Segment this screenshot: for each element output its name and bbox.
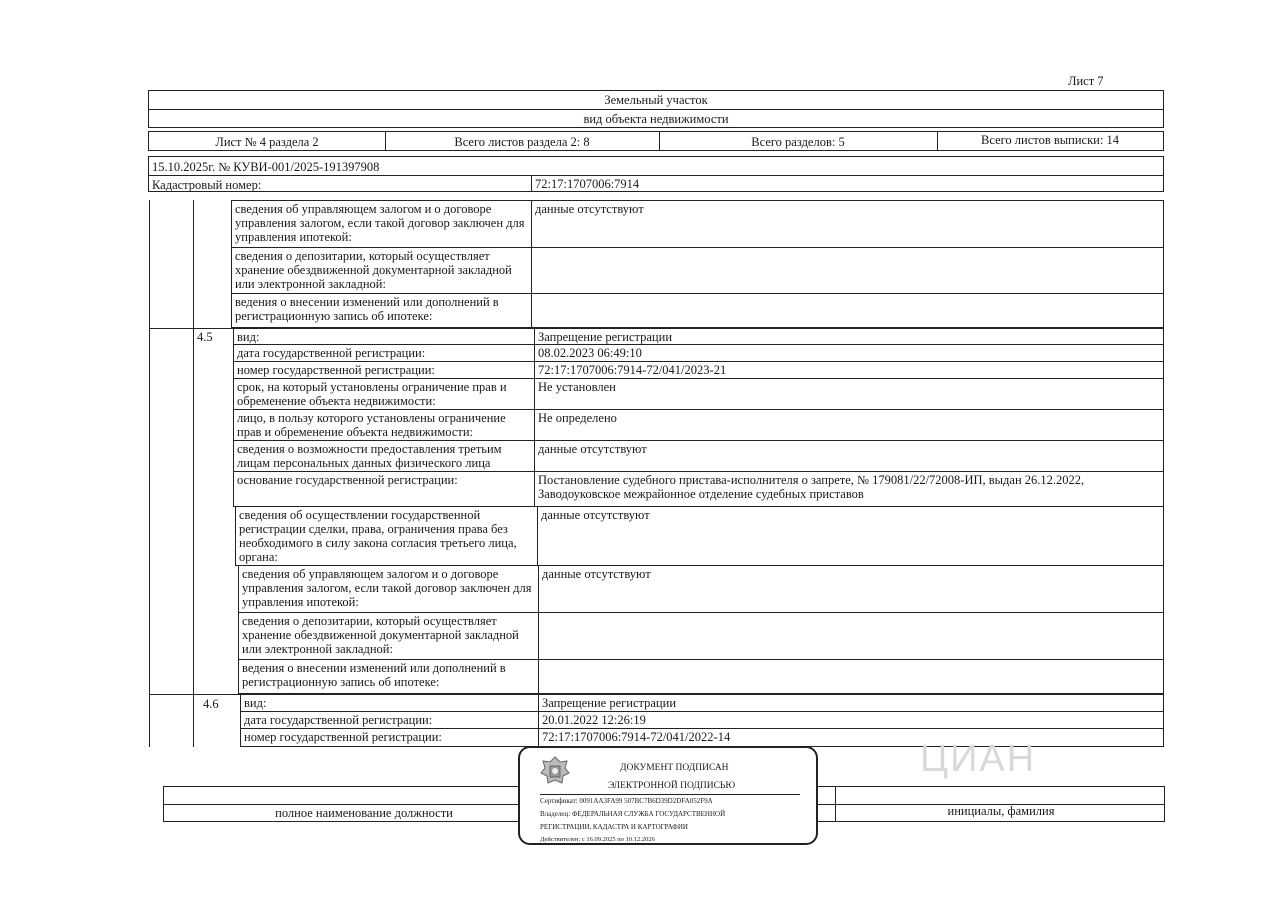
stamp-owner-line-2: РЕГИСТРАЦИИ, КАДАСТРА И КАРТОГРАФИИ xyxy=(540,823,688,831)
emblem-icon xyxy=(538,754,572,788)
watermark: ЦИАН xyxy=(920,738,1037,780)
table-row-label: ведения о внесении изменений или дополнений в регистрационную запись об ипотеке: xyxy=(238,659,539,694)
table-row-value: данные отсутствуют xyxy=(537,506,1164,566)
table-row-value: 08.02.2023 06:49:10 xyxy=(534,344,1164,362)
table-row-label: сведения об управляющем залогом и о договоре управления залогом, если такой договор заключен для управления ипотекой: xyxy=(238,565,539,613)
stamp-certificate: Сертификат: 0091AA3FA99 507BC7B6D39D2DFA052F9A xyxy=(540,797,713,805)
initials-caption: инициалы, фамилия xyxy=(947,804,1055,818)
table-row-value: Не определено xyxy=(534,409,1164,441)
table-row-label: вид: xyxy=(240,694,539,712)
stamp-owner-line-1: Владелец: ФЕДЕРАЛЬНАЯ СЛУЖБА ГОСУДАРСТВЕННОЙ xyxy=(540,810,726,818)
stamp-validity: Действителен: с 16.09.2025 по 10.12.2026 xyxy=(540,836,655,843)
object-name: Земельный участок xyxy=(604,93,708,107)
table-row-label: вид: xyxy=(233,328,535,345)
table-row-label: срок, на который установлены ограничение прав и обременение объекта недвижимости: xyxy=(233,378,535,410)
table-row-label: сведения об осуществлении государственной регистрации сделки, права, ограничения права без необходимого в силу закона согласия третьего лица, органа: xyxy=(235,506,538,566)
table-left-border xyxy=(149,200,150,747)
sheet-info-row xyxy=(148,131,1164,151)
table-row-label: сведения о депозитарии, который осуществляет хранение обездвиженной документарной закладной или электронной закладной: xyxy=(238,612,539,660)
table-row-value: Не установлен xyxy=(534,378,1164,410)
table-row-label: дата государственной регистрации: xyxy=(240,711,539,729)
cadastral-label: Кадастровый номер: xyxy=(152,178,262,192)
table-row-label: сведения об управляющем залогом и о договоре управления залогом, если такой договор заключен для управления ипотекой: xyxy=(231,200,532,248)
table-row-label: номер государственной регистрации: xyxy=(233,361,535,379)
object-header xyxy=(148,90,1164,128)
table-row-label: основание государственной регистрации: xyxy=(233,471,535,507)
table-row-value: 72:17:1707006:7914-72/041/2022-14 xyxy=(538,728,1164,747)
e-signature-stamp xyxy=(518,746,818,845)
table-row-value: 20.01.2022 12:26:19 xyxy=(538,711,1164,729)
table-row-value xyxy=(531,247,1164,294)
sheet-number: Лист № 4 раздела 2 xyxy=(215,135,319,149)
total-sheets-section: Всего листов раздела 2: 8 xyxy=(454,135,590,149)
object-kind-caption: вид объекта недвижимости xyxy=(583,112,729,126)
total-sheets-extract: Всего листов выписки: 14 xyxy=(981,133,1119,147)
extract-info xyxy=(148,156,1164,192)
table-row-label: дата государственной регистрации: xyxy=(233,344,535,362)
stamp-title-1: ДОКУМЕНТ ПОДПИСАН xyxy=(620,763,729,773)
table-row-value xyxy=(538,659,1164,694)
table-number-column-border xyxy=(193,200,194,747)
stamp-title-2: ЭЛЕКТРОННОЙ ПОДПИСЬЮ xyxy=(608,781,736,791)
block-number: 4.6 xyxy=(203,697,219,711)
table-row-label: сведения о депозитарии, который осуществляет хранение обездвиженной документарной закладной или электронной закладной: xyxy=(231,247,532,294)
extract-date-number: 15.10.2025г. № КУВИ-001/2025-191397908 xyxy=(152,160,380,174)
table-row-value xyxy=(531,293,1164,328)
table-row-value: Запрещение регистрации xyxy=(538,694,1164,712)
table-row-value: Постановление судебного пристава-исполнителя о запрете, № 179081/22/72008-ИП, выдан 26.12.2022, Заводоуковское межрайонное отделение судебных приставов xyxy=(534,471,1164,507)
table-row-value: данные отсутствуют xyxy=(531,200,1164,248)
total-sections: Всего разделов: 5 xyxy=(751,135,845,149)
table-row-label: лицо, в пользу которого установлены ограничение прав и обременение объекта недвижимости: xyxy=(233,409,535,441)
table-row-label: номер государственной регистрации: xyxy=(240,728,539,747)
table-row-label: ведения о внесении изменений или дополнений в регистрационную запись об ипотеке: xyxy=(231,293,532,328)
table-row-value: Запрещение регистрации xyxy=(534,328,1164,345)
position-caption: полное наименование должности xyxy=(275,806,453,820)
table-row-value: данные отсутствуют xyxy=(538,565,1164,613)
table-row-value xyxy=(538,612,1164,660)
cadastral-value: 72:17:1707006:7914 xyxy=(535,177,640,191)
block-number: 4.5 xyxy=(197,330,213,344)
table-row-value: 72:17:1707006:7914-72/041/2023-21 xyxy=(534,361,1164,379)
table-row-label: сведения о возможности предоставления третьим лицам персональных данных физического лица xyxy=(233,440,535,472)
table-row-value: данные отсутствуют xyxy=(534,440,1164,472)
page-label: Лист 7 xyxy=(1068,74,1104,88)
